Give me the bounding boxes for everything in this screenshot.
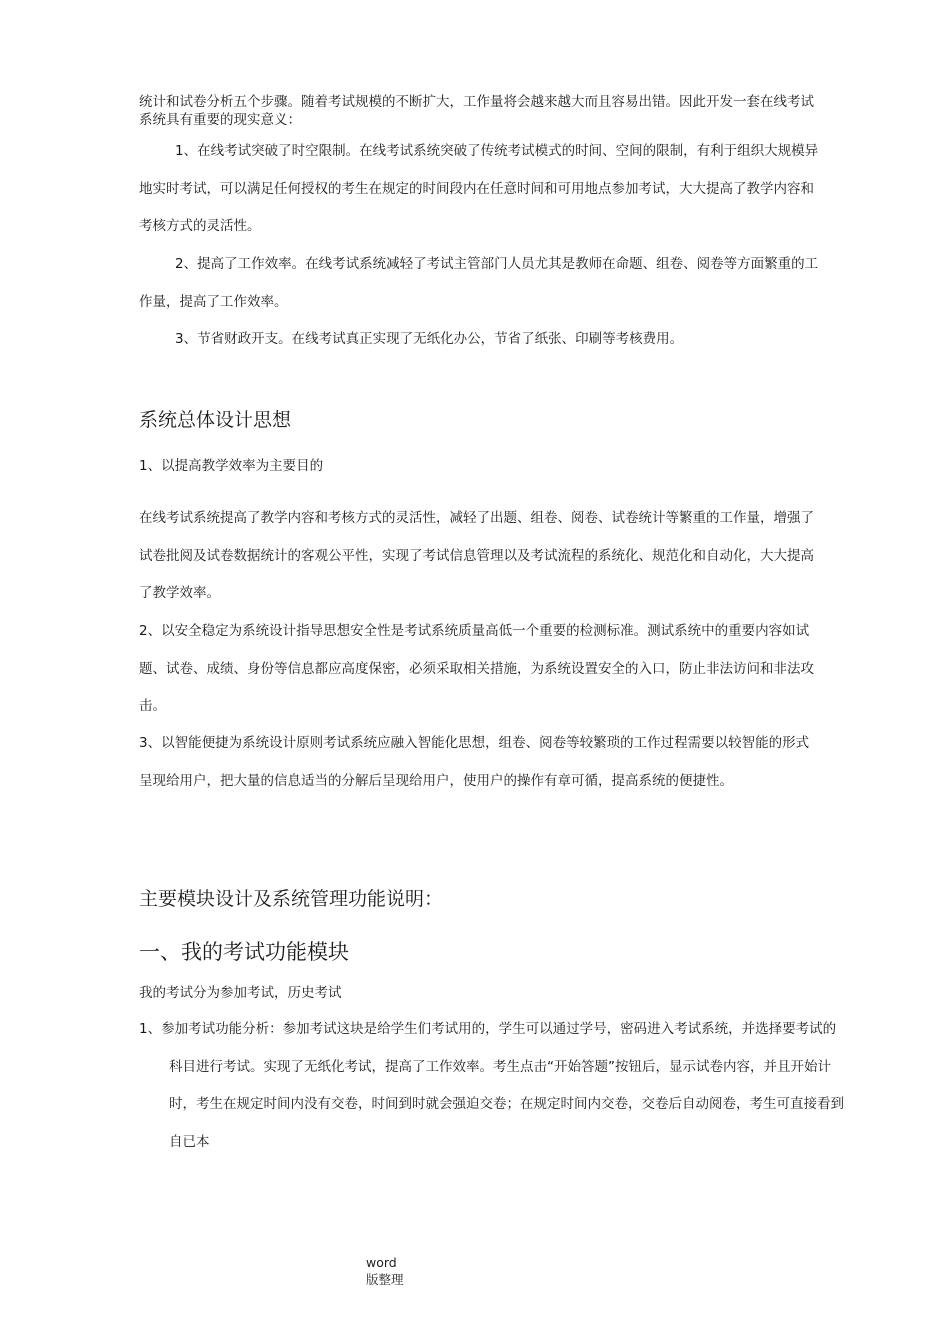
section-heading-design: 系统总体设计思想 xyxy=(139,409,292,431)
module-item-1: 1、参加考试功能分析：参加考试这块是给学生们考试用的，学生可以通过学号，密码进入考试系统，并选择要考试的科目进行考试。实现了无纸化考试，提高了工作效率。考生点击“开始答题”按钮后，显示试卷内容，并且开始计时，考生在规定时间内没有交卷，时间到时就会强迫交卷；在规定时间内交卷，交卷后自动阅卷，考生可直接看到自已本 xyxy=(139,1021,844,1150)
design-paragraph-3: 3、以智能便捷为系统设计原则考试系统应融入智能化思想，组卷、阅卷等较繁琐的工作过程需要以较智能的形式呈现给用户，把大量的信息适当的分解后呈现给用户，使用户的操作有章可循，提高系统的便捷性。 xyxy=(139,735,810,789)
intro-paragraph: 统计和试卷分析五个步骤。随着考试规模的不断扩大，工作量将会越来越大而且容易出错。因此开发一套在线考试系统具有重要的现实意义： xyxy=(139,94,814,128)
section-heading-modules: 主要模块设计及系统管理功能说明： xyxy=(139,888,444,910)
design-paragraph-2: 2、以安全稳定为系统设计指导思想安全性是考试系统质量高低一个重要的检测标准。测试系统中的重要内容如试题、试卷、成绩、身份等信息都应高度保密，必须采取相关措施，为系统设置安全的入口，防止非法访问和非法攻击。 xyxy=(139,623,814,714)
significance-item-2: 2、提高了工作效率。在线考试系统减轻了考试主管部门人员尤其是教师在命题、组卷、阅卷等方面繁重的工作量，提高了工作效率。 xyxy=(139,256,819,310)
footer-line-1: word xyxy=(366,1255,397,1270)
design-subheading: 1、以提高教学效率为主要目的 xyxy=(139,458,324,474)
page-footer xyxy=(366,1254,404,1288)
significance-item-1: 1、在线考试突破了时空限制。在线考试系统突破了传统考试模式的时间、空间的限制，有利于组织大规模异地实时考试，可以满足任何授权的考生在规定的时间段内在任意时间和可用地点参加考试，大大提高了教学内容和考核方式的灵活性。 xyxy=(139,143,819,234)
module-title: 一、我的考试功能模块 xyxy=(139,940,349,964)
footer-line-2: 版整理 xyxy=(366,1272,404,1287)
significance-item-3: 3、节省财政开支。在线考试真正实现了无纸化办公，节省了纸张、印刷等考核费用。 xyxy=(175,331,684,347)
module-intro: 我的考试分为参加考试，历史考试 xyxy=(139,985,342,1001)
design-paragraph-1: 在线考试系统提高了教学内容和考核方式的灵活性，减轻了出题、组卷、阅卷、试卷统计等繁重的工作量，增强了试卷批阅及试卷数据统计的客观公平性，实现了考试信息管理以及考试流程的系统化、规范化和自动化，大大提高了教学效率。 xyxy=(139,510,814,601)
